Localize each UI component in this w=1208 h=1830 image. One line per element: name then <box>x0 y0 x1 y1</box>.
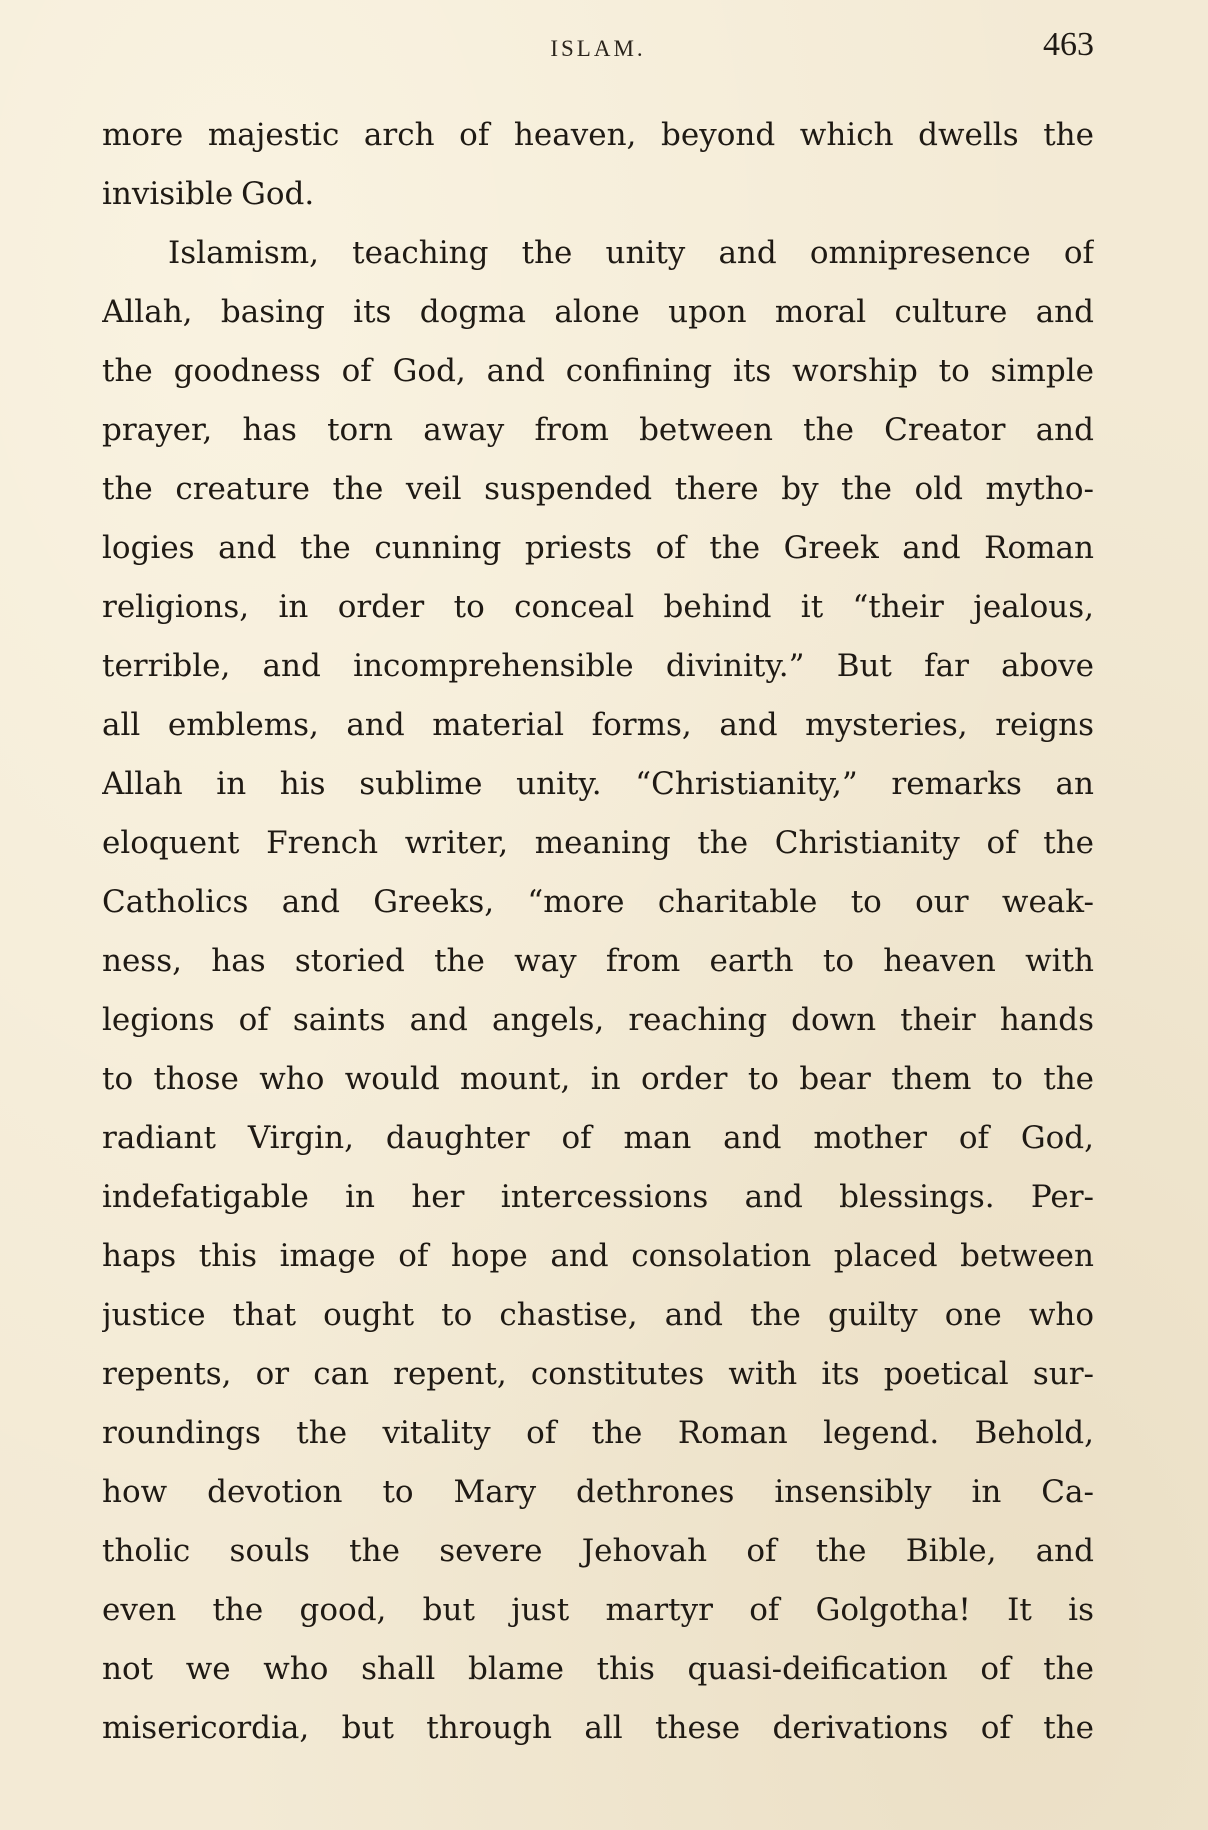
text-line: terrible, and incomprehensible divinity.” But far above <box>102 648 1094 684</box>
running-title: ISLAM. <box>550 36 646 61</box>
text-line: repents, or can repent, constitutes with its poetical sur- <box>102 1356 1094 1392</box>
text-line: tholic souls the severe Jehovah of the Bible, and <box>102 1533 1094 1569</box>
body-text <box>102 106 1094 1758</box>
text-line: the goodness of God, and confining its worship to simple <box>102 353 1094 389</box>
text-line: prayer, has torn away from between the Creator and <box>102 412 1094 448</box>
text-line: roundings the vitality of the Roman legend. Behold, <box>102 1415 1094 1451</box>
text-line: Allah in his sublime unity. “Christianity,” remarks an <box>102 766 1094 802</box>
text-line: not we who shall blame this quasi-deification of the <box>102 1651 1094 1687</box>
text-line: justice that ought to chastise, and the guilty one who <box>102 1297 1094 1333</box>
text-line: more majestic arch of heaven, beyond which dwells the <box>102 117 1094 153</box>
text-line: eloquent French writer, meaning the Christianity of the <box>102 825 1094 861</box>
text-line: even the good, but just martyr of Golgotha! It is <box>102 1592 1094 1628</box>
text-line: indefatigable in her intercessions and blessings. Per- <box>102 1179 1094 1215</box>
text-line: Allah, basing its dogma alone upon moral culture and <box>102 294 1094 330</box>
paragraph-first-line: Islamism, teaching the unity and omnipresence of <box>168 235 1094 271</box>
text-line: religions, in order to conceal behind it “their jealous, <box>102 589 1094 625</box>
text-line: radiant Virgin, daughter of man and mother of God, <box>102 1120 1094 1156</box>
text-line: all emblems, and material forms, and mysteries, reigns <box>102 707 1094 743</box>
text-line: Catholics and Greeks, “more charitable to our weak- <box>102 884 1094 920</box>
text-line: logies and the cunning priests of the Greek and Roman <box>102 530 1094 566</box>
page-number: 463 <box>1043 26 1094 63</box>
text-line: legions of saints and angels, reaching down their hands <box>102 1002 1094 1038</box>
text-line: ness, has storied the way from earth to heaven with <box>102 943 1094 979</box>
text-line: the creature the veil suspended there by the old mytho- <box>102 471 1094 507</box>
text-line: to those who would mount, in order to bear them to the <box>102 1061 1094 1097</box>
text-line: invisible God. <box>102 176 315 212</box>
text-line: misericordia, but through all these derivations of the <box>102 1710 1094 1746</box>
text-line: how devotion to Mary dethrones insensibly in Ca- <box>102 1474 1094 1510</box>
text-line: haps this image of hope and consolation placed between <box>102 1238 1094 1274</box>
running-head <box>102 26 1094 66</box>
